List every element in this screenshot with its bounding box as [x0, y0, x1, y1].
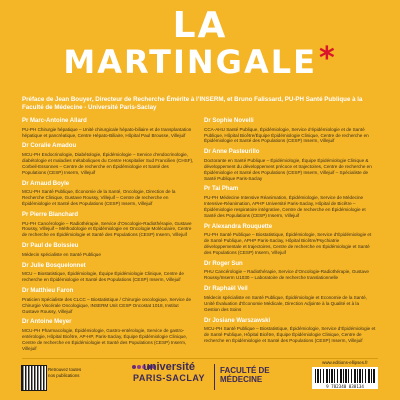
preface-credit: Préface de Jean Bouyer, Directeur de Recherche Émérite à l’INSERM, et Bruno Falissard, PU-PH Santé Publique à la Faculté de Médecine - Université Paris-Saclay: [22, 96, 363, 112]
author-name: Pr Marc-Antoine Allard: [22, 118, 87, 124]
author-entry: [22, 143, 194, 175]
university-logo: [128, 362, 210, 383]
title-asterisk: *: [318, 41, 337, 76]
book-title: [0, 5, 400, 81]
author-affiliation: PU-PH Chirurgie hépatique – Unité chirurgicale hépato-biliaire et de transplantation hépatique et pancréatique, Centre Hépato-Biliaire, Hôpital Paul Brousse, Villejuif: [22, 126, 192, 138]
author-entry: [204, 224, 376, 256]
barcode-number: 9 782340 038134: [326, 384, 364, 389]
faculty-logo: [220, 366, 270, 384]
author-entry: [22, 319, 194, 351]
title-line-2: MARTINGALE: [63, 43, 317, 81]
logo-divider: [214, 364, 215, 390]
author-entry: [22, 263, 194, 283]
author-name: Dr Paul de Boissieu: [22, 243, 79, 250]
qr-caption: Retrouvez toutes nos publications: [48, 367, 82, 378]
author-affiliation: MCU-PH Pharmacologie, Épidémiologie, Gastro-entérologie, Service de gastro-entérologie, Hôpital Bicêtre, AP-HP, Paris-Saclay, Équipe Épidémiologie Clinique, Centre de recherche en Épidémiologie et Santé des Populations (CESP) Inserm, Villejuif: [22, 328, 188, 351]
author-affiliation: Médecin spécialiste en Santé Publique, Épidémiologie et Economie de la Santé, Unité Évaluation d’Économie Médicale, Direction Adjointe à la Qualité et à la Gestion des Soins: [204, 294, 367, 312]
author-name: Pr Pierre Blanchard: [22, 211, 79, 218]
author-affiliation: MCU-PH Santé Publique – Biostatistique, Épidémiologie, Service d’Épidémiologie et de Santé Publique, Hôpital Bicêtre, Équipe Épidémiologie Clinique, Centre de recherche en Épidémiologie et Santé des Populations (CESP) Inserm, Villejuif: [204, 326, 376, 343]
qr-code-icon: [22, 366, 46, 390]
author-affiliation: MCU – Biostatistique, Épidémiologie, Équipe Épidémiologie Clinique, Centre de recherche en Épidémiologie et Santé des Populations (CESP) Inserm, Villejuif: [22, 271, 184, 283]
author-affiliation: Doctorante en Santé Publique – Épidémiologie, Équipe Épidémiologie Clinique & développement du développement précoce et trajectoires, Centre de recherche en Épidémiologie et Santé des Populations (CESP) Inserm, Villejuif – Spécialiste de Santé Publique Paris-Saclay: [204, 157, 372, 181]
publisher-url: www.editions-ellipses.fr: [322, 360, 368, 365]
authors-right-column: [204, 118, 376, 349]
barcode-bars: [315, 369, 375, 383]
barcode-block: [312, 360, 378, 389]
author-entry: [204, 261, 376, 281]
author-name: Dr Matthieu Faron: [22, 288, 74, 295]
author-name: Dr Julie Bosquelonnet: [22, 262, 86, 269]
author-name: Dr Arnaud Boyle: [22, 180, 70, 187]
isbn-barcode: [312, 367, 378, 389]
author-entry: [22, 181, 194, 207]
author-affiliation: Médecin spécialiste en Santé Publique: [22, 251, 101, 257]
author-name: Dr Sophie Novelli: [204, 118, 254, 124]
author-name: Dr Coralie Amadou: [22, 143, 77, 150]
university-word: université: [143, 361, 195, 373]
author-affiliation: MCU-PH Endocrinologie, Diabétologie, Épidémiologie – Service d’endocrinologie, diabétologie et maladies métaboliques du Centre Hospitalier Sud Francilien (CHSF), Corbeil-Essonnes – Centre de recherche en Épidémiologie et Santé des Populations (CESP) Inserm, Villejuif: [22, 152, 194, 175]
university-name: PARIS-SACLAY: [132, 373, 205, 383]
author-entry: [204, 286, 376, 312]
author-entry: [204, 186, 376, 218]
author-entry: [204, 118, 376, 144]
author-name: Dr Josiane Warszawski: [204, 317, 271, 324]
title-line-1: LA: [172, 5, 228, 46]
author-affiliation: PU-PH Santé Publique – Biostatistique, Épidémiologie, Service d’Épidémiologie et de Santé Publique, APHP Paris-Saclay, Hôpital Bicêtre/Psychiatrie développementale et trajectoires, Centre de recherche en Épidémiologie et Santé des Populations (CESP) Inserm, Villejuif: [204, 232, 372, 255]
footer-divider: [22, 358, 378, 359]
author-entry: [22, 212, 194, 238]
author-entry: [22, 243, 194, 258]
author-entry: [204, 318, 376, 344]
author-affiliation: PU-PH Médecine Intensive Réanimation, Épidémiologie, Service de Médecine Intensive-Réanimation, APHP Université Paris-Saclay, Hôpital de Bicêtre – Épidémiologie respiratoire intégrative, Centre de recherche en Épidémiologie et Santé des Populations (CESP) Inserm, Villejuif: [204, 195, 366, 218]
author-name: Dr Anne Pasteurillo: [204, 149, 260, 156]
author-entry: [204, 149, 376, 181]
author-entry: [22, 288, 194, 314]
author-affiliation: CCA-AHU Santé Publique, Épidémiologie, Service d’épidémiologie et de Santé Publique, Hôpital Bicêtre/Équipe Épidémiologie Clinique, Centre de recherche en Épidémiologie et Santé des Populations (CESP) Inserm, Villejuif: [204, 126, 369, 144]
author-name: Dr Raphaël Veil: [204, 286, 248, 293]
author-affiliation: PHU Cancérologie – Radiothérapie, Service d’Oncologie-Radiothérapie, Gustave Roussy/Inserm U1030 – Laboratoire de recherche translationnelle: [204, 269, 369, 281]
faculty-line-2: MÉDECINE: [220, 375, 263, 385]
author-affiliation: Praticien Spécialiste des CLCC – Biostatistique / Chirurgie oncologique, Service de Chirurgie Viscérale Oncologique, INSERM Unit CESP Oncostat 1018, Institut Gustave Roussy, Villejuif: [22, 296, 192, 314]
authors-left-column: [22, 118, 194, 357]
author-affiliation: PU-PH Cancérologie – Radiothérapie, Service d’Oncologie-Radiothérapie, Gustave Roussy, Villejuif – Méthodologie et Épidémiologie en Oncologie Moléculaire, Centre de recherche en Épidémiologie et Santé des Populations (CESP) Inserm, Villejuif: [22, 220, 192, 238]
author-name: Pr Alexandra Rouquette: [204, 223, 273, 230]
author-entry: [22, 118, 194, 138]
author-name: Pr Tai Pham: [204, 186, 239, 193]
author-name: Dr Roger Sun: [204, 260, 243, 267]
faculty-line-1: FACULTÉ DE: [220, 366, 270, 375]
author-affiliation: MCU-PH Santé Publique, Économie de la Santé, Oncologie, Direction de la Recherche Clinique, Gustave Roussy, Villejuif – Centre de recherche en Épidémiologie et Santé des Populations (CESP) Inserm, Villejuif: [22, 189, 176, 207]
author-name: Dr Antoine Meyer: [22, 319, 72, 326]
